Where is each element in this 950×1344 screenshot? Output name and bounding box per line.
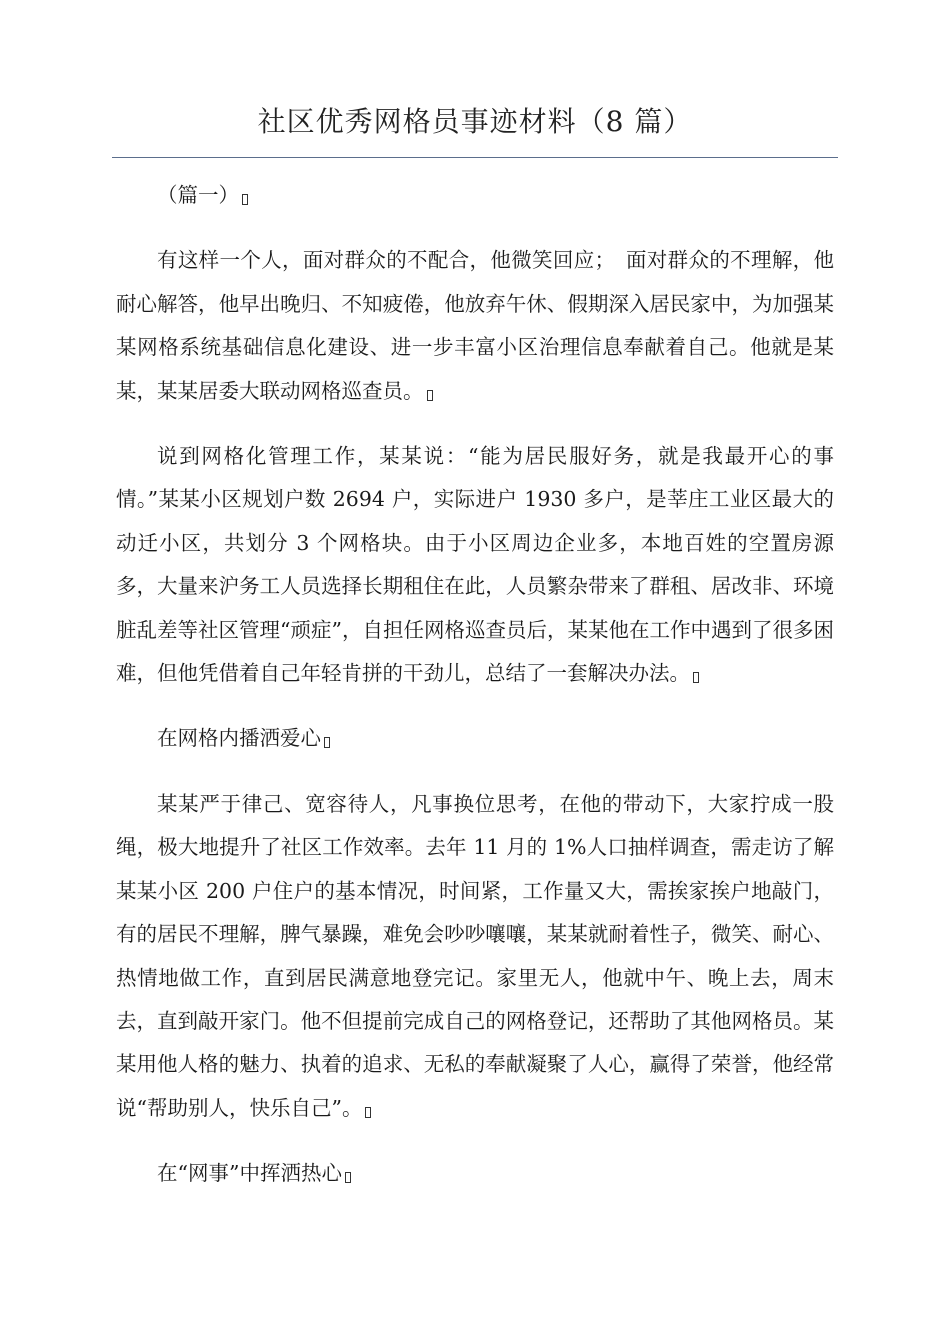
paragraph-mark-icon xyxy=(693,672,699,683)
chapter-label: （篇一） xyxy=(116,174,834,217)
section-heading-2: 在“网事”中挥洒热心 xyxy=(116,1152,834,1195)
section-heading-1: 在网格内播洒爱心 xyxy=(116,717,834,760)
title-divider xyxy=(112,157,838,158)
paragraph-mark-icon xyxy=(365,1107,371,1118)
paragraph-mark-icon xyxy=(345,1172,351,1183)
paragraph-mark-icon xyxy=(427,390,433,401)
paragraph-mark-icon xyxy=(324,737,330,748)
document-body xyxy=(116,174,834,1196)
paragraph-1: 有这样一个人，面对群众的不配合，他微笑回应； 面对群众的不理解，他耐心解答，他早出晚归、不知疲倦，他放弃午休、假期深入居民家中，为加强某某网格系统基础信息化建设、进一步丰富小区治理信息奉献着自己。他就是某某，某某居委大联动网格巡查员。 xyxy=(116,248,834,403)
paragraph-mark-icon xyxy=(242,194,248,205)
document-title: 社区优秀网格员事迹材料（8 篇） xyxy=(257,105,693,138)
paragraph-3: 某某严于律己、宽容待人，凡事换位思考，在他的带动下，大家拧成一股绳，极大地提升了社区工作效率。去年 11 月的 1%人口抽样调查，需走访了解某某小区 200 户住户的基本情况，时间紧，工作量又大，需挨家挨户地敲门，有的居民不理解，脾气暴躁，难免会吵吵嚷嚷，某某就耐着性子，微笑、耐心、热情地做工作，直到居民满意地登完记。家里无人，他就中午、晚上去，周末去，直到敲开家门。他不但提前完成自己的网格登记，还帮助了其他网格员。某某用他人格的魅力、执着的追求、无私的奉献凝聚了人心，赢得了荣誉，他经常说“帮助别人，快乐自己”。 xyxy=(116,791,834,1120)
paragraph-2: 说到网格化管理工作，某某说：“能为居民服好务，就是我最开心的事情。”某某小区规划户数 2694 户，实际进户 1930 多户，是莘庄工业区最大的动迁小区，共划分 3 个网格块。由于小区周边企业多，本地百姓的空置房源多，大量来沪务工人员选择长期租住在此，人员繁杂带来了群租、居改非、环境脏乱差等社区管理“顽症”，自担任网格巡查员后，某某他在工作中遇到了很多困难，但他凭借着自己年轻肯拼的干劲儿，总结了一套解决办法。 xyxy=(116,444,834,686)
